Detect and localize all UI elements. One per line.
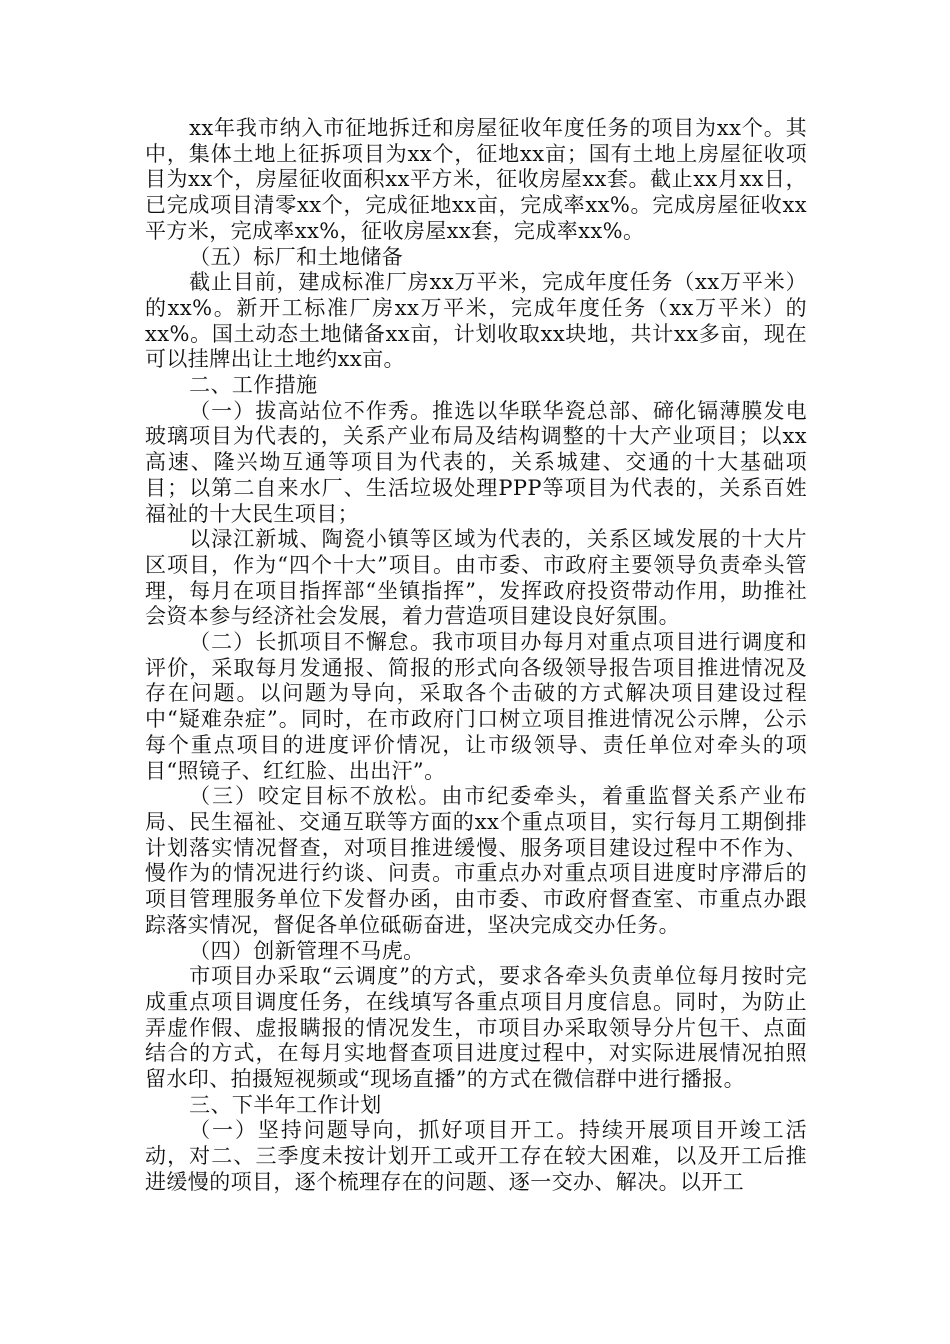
document-page [145, 116, 807, 1196]
section-heading-second-half-plan: 三、下半年工作计划 [189, 1092, 382, 1117]
section-heading-measure-4: （四）创新管理不马虎。 [189, 938, 425, 963]
paragraph-measure-2: （二）长抓项目不懈怠。我市项目办每月对重点项目进行调度和评价，采取每月发通报、简报的形式向各级领导报告项目推进情况及存在问题。以问题为导向，采取各个击破的方式解决项目建设过程中“疑难杂症”。同时，在市政府门口树立项目推进情况公示牌，公示每个重点项目的进度评价情况，让市级领导、责任单位对牵头的项目“照镜子、红红脸、出出汗”。 [145, 630, 807, 783]
section-heading-work-measures: 二、工作措施 [189, 373, 318, 398]
paragraph-measure-1: （一）拔高站位不作秀。推选以华联华瓷总部、碲化镉薄膜发电玻璃项目为代表的，关系产业布局及结构调整的十大产业项目；以xx高速、隆兴坳互通等项目为代表的，关系城建、交通的十大基础项目；以第二自来水厂、生活垃圾处理PPP等项目为代表的，关系百姓福祉的十大民生项目； [145, 398, 807, 526]
paragraph-measure-4: 市项目办采取“云调度”的方式，要求各牵头负责单位每月按时完成重点项目调度任务，在线填写各重点项目月度信息。同时，为防止弄虚作假、虚报瞒报的情况发生，市项目办采取领导分片包干、点面结合的方式，在每月实地督查项目进度过程中，对实际进展情况拍照留水印、拍摄短视频或“现场直播”的方式在微信群中进行播报。 [145, 964, 807, 1092]
paragraph-plan-1: （一）坚持问题导向，抓好项目开工。持续开展项目开竣工活动，对二、三季度未按计划开工或开工存在较大困难，以及开工后推进缓慢的项目，逐个梳理存在的问题、逐一交办、解决。以开工 [145, 1118, 807, 1194]
paragraph-land-acquisition: xx年我市纳入市征地拆迁和房屋征收年度任务的项目为xx个。其中，集体土地上征拆项目为xx个，征地xx亩；国有土地上房屋征收项目为xx个，房屋征收面积xx平方米，征收房屋xx套。截止xx月xx日，已完成项目清零xx个，完成征地xx亩，完成率xx%。完成房屋征收xx平方米，完成率xx%，征收房屋xx套，完成率xx%。 [145, 116, 807, 243]
paragraph-standard-factory: 截止目前，建成标准厂房xx万平米，完成年度任务（xx万平米）的xx%。新开工标准厂房xx万平米，完成年度任务（xx万平米）的xx%。国土动态土地储备xx亩，计划收取xx块地，共计xx多亩，现在可以挂牌出让土地约xx亩。 [145, 270, 807, 372]
paragraph-measure-3: （三）咬定目标不放松。由市纪委牵头，着重监督关系产业布局、民生福祉、交通互联等方面的xx个重点项目，实行每月工期倒排计划落实情况督查，对项目推进缓慢、服务项目建设过程中不作为、慢作为的情况进行约谈、问责。市重点办对重点项目进度时序滞后的项目管理服务单位下发督办函，由市委、市政府督查室、市重点办跟踪落实情况，督促各单位砥砺奋进，坚决完成交办任务。 [145, 784, 807, 937]
paragraph-measure-1-continued: 以渌江新城、陶瓷小镇等区域为代表的，关系区域发展的十大片区项目，作为“四个十大”项目。由市委、市政府主要领导负责牵头管理，每月在项目指挥部“坐镇指挥”，发挥政府投资带动作用，助推社会资本参与经济社会发展，着力营造项目建设良好氛围。 [145, 527, 807, 629]
section-heading-standard-factory: （五）标厂和土地储备 [189, 244, 404, 269]
